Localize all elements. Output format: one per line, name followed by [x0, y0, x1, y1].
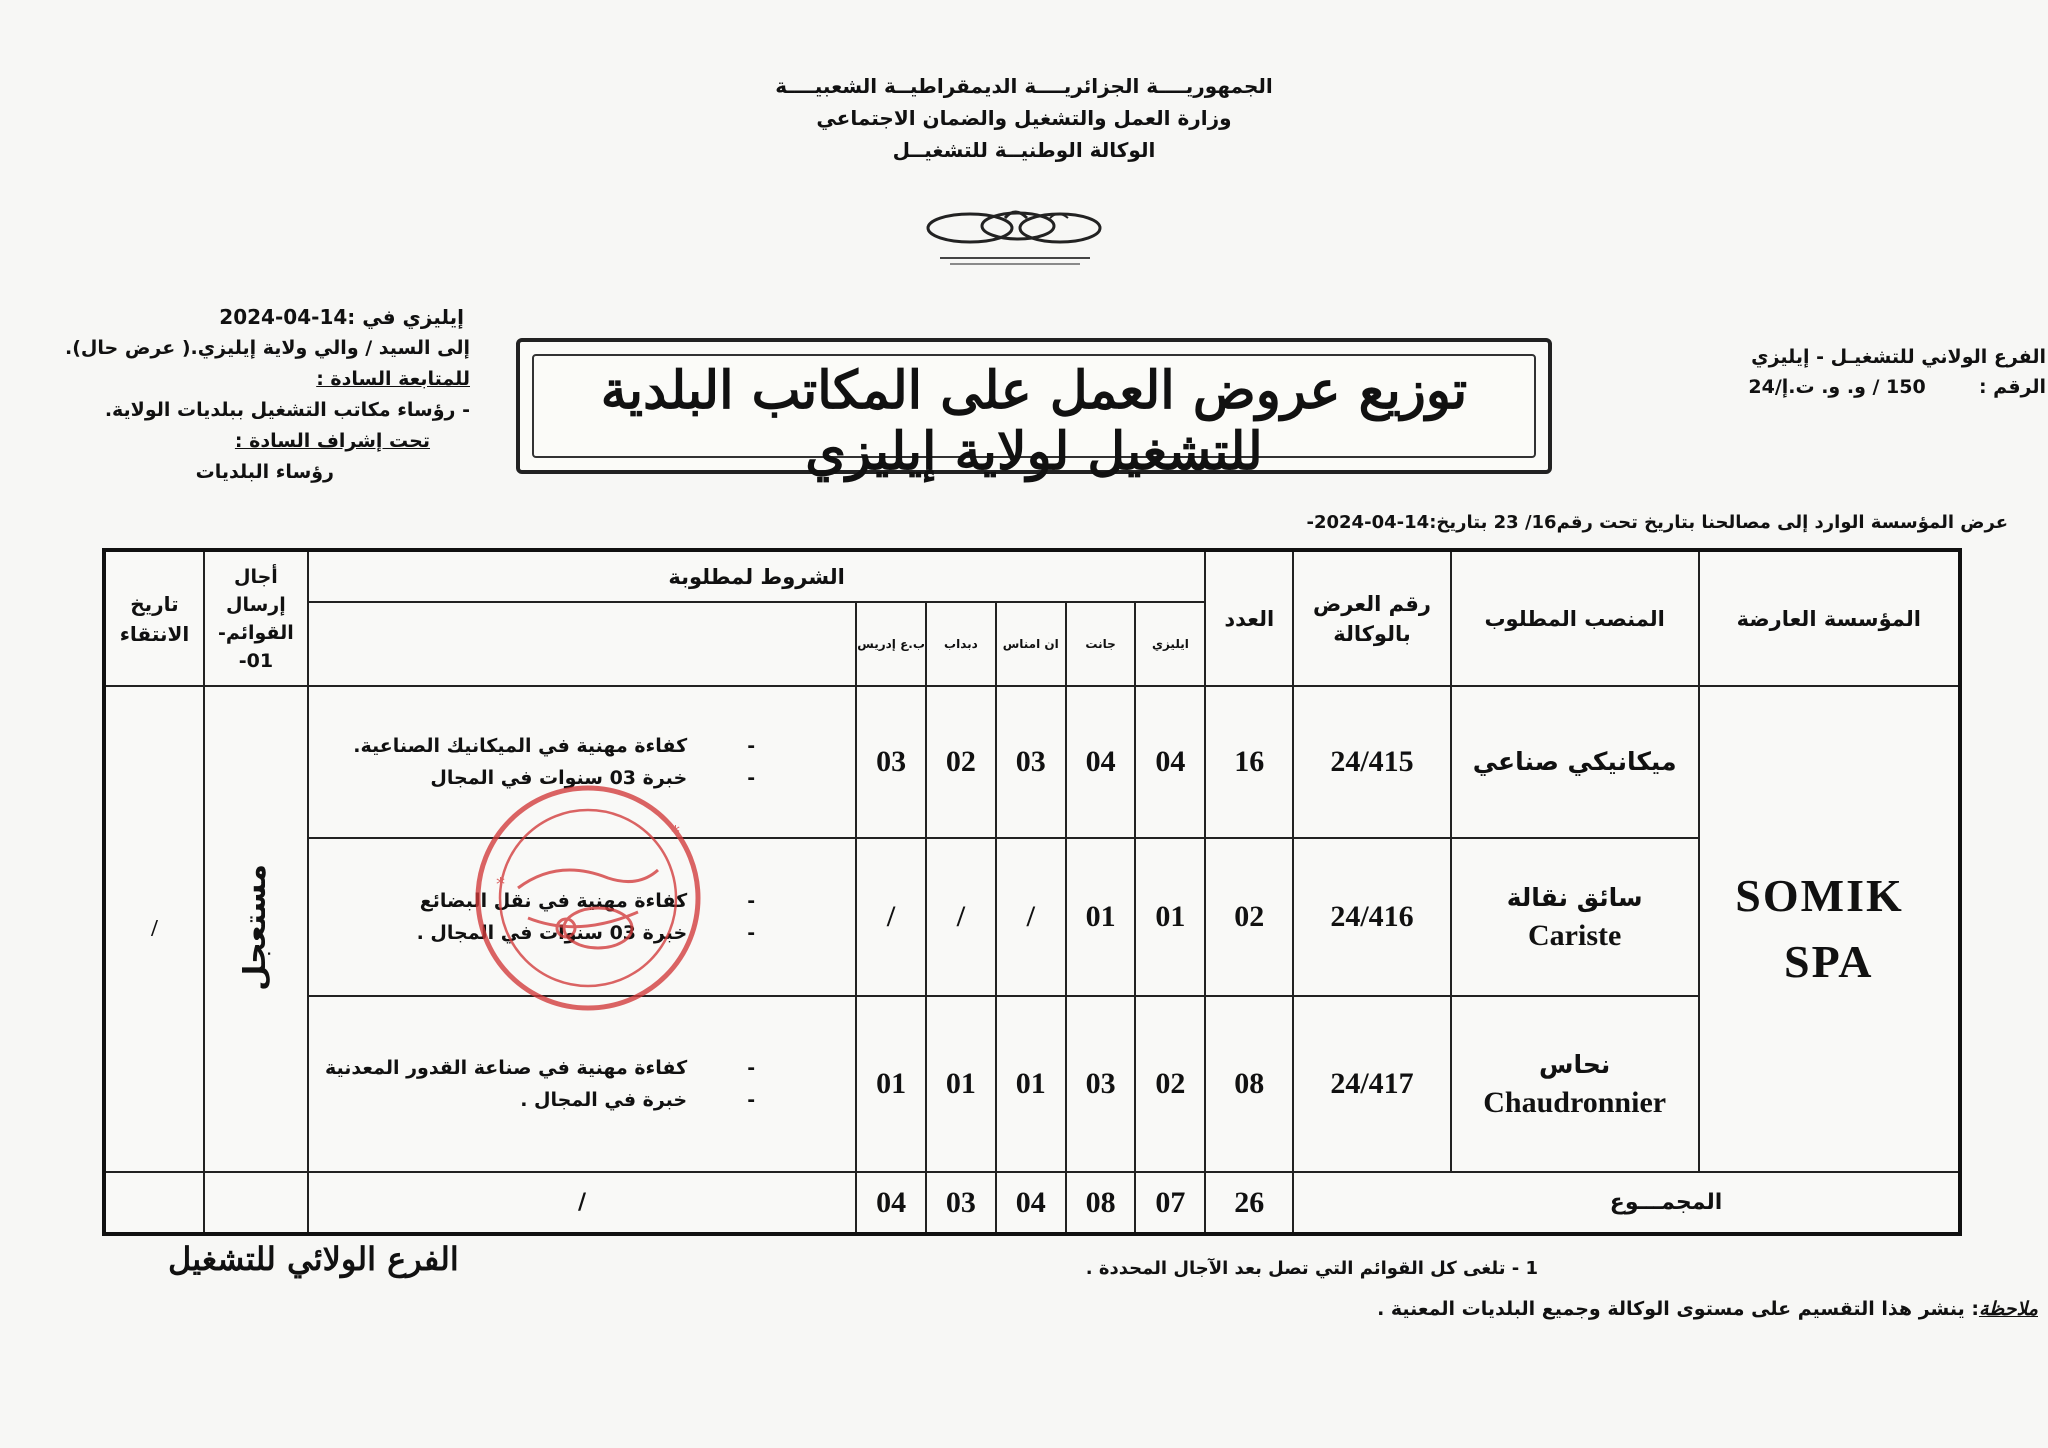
position-fr: Chaudronnier — [1483, 1086, 1667, 1119]
conditions-subheader-blank — [308, 602, 856, 686]
offer-number: 24/417 — [1293, 996, 1451, 1172]
position-cell — [1451, 686, 1699, 838]
total-in-amenas: 04 — [996, 1172, 1066, 1234]
offer-reference-line: عرض المؤسسة الوارد إلى مصالحنا بتاريخ تحت رقم16/ 23 بتاريخ:14-04-2024- — [1306, 512, 2008, 533]
total-djanet: 08 — [1066, 1172, 1136, 1234]
dist-bordj-omar-driss: / — [856, 838, 926, 996]
follow-value: - رؤساء مكاتب التشغيل ببلديات الولاية. — [104, 399, 470, 421]
dist-djanet: 03 — [1066, 996, 1136, 1172]
dist-bordj-omar-driss: 03 — [856, 686, 926, 838]
condition-item: - كفاءة مهنية في الميكانيك الصناعية. — [309, 730, 755, 762]
dist-in-amenas: 01 — [996, 996, 1066, 1172]
dist-illizi: 02 — [1135, 996, 1205, 1172]
condition-item: - خبرة 03 سنوات في المجال — [309, 762, 755, 794]
municipality-debdeb-header: دبداب — [926, 602, 996, 686]
conditions-header: الشروط لمطلوبة — [308, 550, 1206, 602]
count-value: 16 — [1205, 686, 1293, 838]
dist-in-amenas: 03 — [996, 686, 1066, 838]
table-row — [104, 996, 1960, 1172]
company-name — [1699, 686, 1960, 1172]
municipality-bordj-omar-driss-header: ب.ع إدريس — [856, 602, 926, 686]
recipients-block — [65, 302, 470, 488]
deadline-header: أجال إرسال القوائم- 01- — [204, 550, 308, 686]
total-count: 26 — [1205, 1172, 1293, 1234]
dist-bordj-omar-driss: 01 — [856, 996, 926, 1172]
signature-branch: الفرع الولائي للتشغيل — [168, 1240, 459, 1278]
total-selection-blank — [104, 1172, 204, 1234]
svg-text:*: * — [496, 874, 505, 895]
note-deadline: 1 - تلغى كل القوائم التي تصل بعد الآجال المحددة . — [1085, 1258, 1538, 1279]
position-fr: Cariste — [1528, 919, 1622, 952]
note-publication — [1377, 1298, 2038, 1320]
republic-name: الجمهوريــــة الجزائريــــة الديمقراطيــة الشعبيــــة — [775, 74, 1273, 98]
title-banner — [516, 338, 1552, 482]
ref-label: الرقم : — [1978, 376, 2046, 398]
supervision-label: تحت إشراف السادة : — [234, 430, 430, 452]
branch-name: الفرع الولاني للتشغيـل - إيليزي — [1751, 346, 2046, 368]
municipality-in-amenas-header: ان امناس — [996, 602, 1066, 686]
condition-item: - خبرة 03 سنوات في المجال . — [309, 917, 755, 949]
total-bordj-omar-driss: 04 — [856, 1172, 926, 1234]
note-text: : ينشر هذا التقسيم على مستوى الوكالة وجميع البلديات المعنية . — [1377, 1298, 1979, 1320]
condition-item: - خبرة في المجال . — [309, 1084, 755, 1116]
follow-label: للمتابعة السادة : — [316, 368, 470, 390]
offer-number-header: رقم العرض بالوكالة — [1293, 550, 1451, 686]
offer-number: 24/416 — [1293, 838, 1451, 996]
total-illizi: 07 — [1135, 1172, 1205, 1234]
count-value: 08 — [1205, 996, 1293, 1172]
offers-table — [102, 548, 1962, 1236]
condition-item: - كفاءة مهنية في صناعة القدور المعدنية — [309, 1052, 755, 1084]
company-name-text: SOMIK SPA — [1735, 870, 1904, 987]
position-ar: ميكانيكي صناعي — [1472, 747, 1677, 776]
total-row — [104, 1172, 1960, 1234]
total-conditions: / — [308, 1172, 856, 1234]
table-row — [104, 838, 1960, 996]
ref-value: 150 / و. و. ت.إ/24 — [1748, 376, 1926, 398]
dist-in-amenas: / — [996, 838, 1066, 996]
dist-illizi: 01 — [1135, 838, 1205, 996]
table-row — [104, 686, 1960, 838]
dist-illizi: 04 — [1135, 686, 1205, 838]
municipality-djanet-header: جانت — [1066, 602, 1136, 686]
position-ar: نحاس — [1539, 1050, 1611, 1079]
anem-logo-icon — [910, 200, 1120, 274]
position-cell — [1451, 996, 1699, 1172]
conditions-cell — [308, 996, 856, 1172]
page-title: توزيع عروض العمل على المكاتب البلدية للتشغيل لولاية إيليزي — [600, 360, 1468, 482]
dist-debdeb: / — [926, 838, 996, 996]
position-header: المنصب المطلوب — [1451, 550, 1699, 686]
company-header: المؤسسة العارضة — [1699, 550, 1960, 686]
agency-name: الوكالة الوطنيــة للتشغيــل — [892, 138, 1156, 162]
total-label: المجمـــوع — [1293, 1172, 1960, 1234]
place-date: إيليزي في :14-04-2024 — [219, 305, 464, 329]
deadline-cell — [204, 686, 308, 1172]
deadline-value: مستعجل — [238, 863, 274, 991]
selection-date-header: تاريخ الانتقاء — [104, 550, 204, 686]
municipality-illizi-header: ايليزي — [1135, 602, 1205, 686]
position-ar: سائق نقالة — [1506, 883, 1643, 912]
sender-block — [1686, 342, 2046, 402]
condition-item: - كفاءة مهنية في نقل البضائع — [309, 885, 755, 917]
count-value: 02 — [1205, 838, 1293, 996]
svg-text:*: * — [671, 822, 680, 843]
recipient-wali: إلى السيد / والي ولاية إيليزي.( عرض حال). — [65, 337, 470, 359]
total-debdeb: 03 — [926, 1172, 996, 1234]
official-stamp-icon — [448, 778, 728, 1018]
dist-debdeb: 01 — [926, 996, 996, 1172]
dist-djanet: 01 — [1066, 838, 1136, 996]
selection-date-value: / — [104, 686, 204, 1172]
total-deadline-blank — [204, 1172, 308, 1234]
ministry-name: وزارة العمل والتشغيل والضمان الاجتماعي — [816, 106, 1232, 130]
position-cell — [1451, 838, 1699, 996]
count-header: العدد — [1205, 550, 1293, 686]
dist-debdeb: 02 — [926, 686, 996, 838]
supervision-value: رؤساء البلديات — [195, 461, 334, 483]
offer-number: 24/415 — [1293, 686, 1451, 838]
dist-djanet: 04 — [1066, 686, 1136, 838]
note-label: ملاحظة — [1978, 1298, 2038, 1320]
